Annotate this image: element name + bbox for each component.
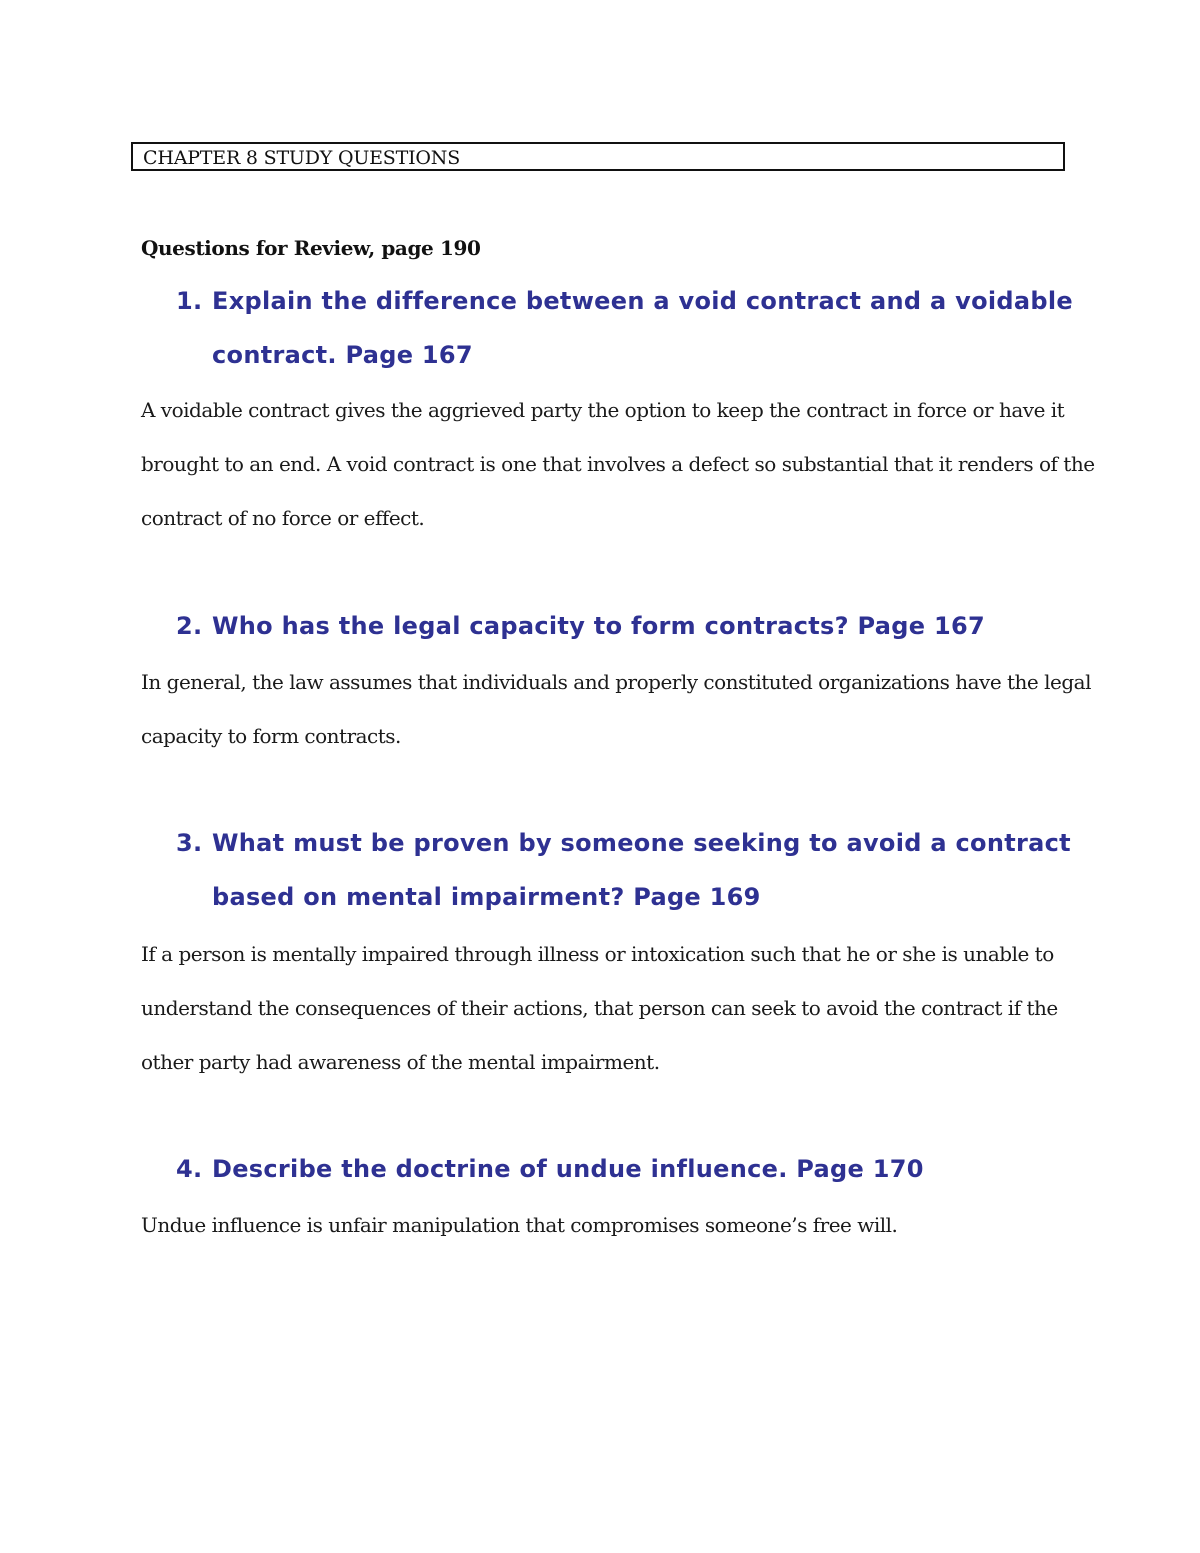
- question-2: [176, 599, 1076, 653]
- question-number: 4.: [176, 1155, 203, 1183]
- question-number: 3.: [176, 829, 203, 857]
- answer-line: other party had awareness of the mental impairment.: [141, 1050, 660, 1074]
- question-number: 2.: [176, 612, 203, 640]
- question-text: What must be proven by someone seeking to avoid a contract: [212, 829, 1071, 857]
- answer-line: understand the consequences of their actions, that person can seek to avoid the contract if the: [141, 996, 1058, 1020]
- answer-4: [141, 1198, 1071, 1252]
- answer-3: [141, 927, 1071, 1089]
- answer-line: In general, the law assumes that individuals and properly constituted organizations have the legal: [141, 670, 1091, 694]
- answer-line: Undue influence is unfair manipulation that compromises someone’s free will.: [141, 1213, 898, 1237]
- question-number: 1.: [176, 287, 203, 315]
- chapter-title: CHAPTER 8 STUDY QUESTIONS: [131, 142, 1065, 171]
- question-text: Explain the difference between a void contract and a voidable: [212, 287, 1073, 315]
- question-text-continued: contract. Page 167: [212, 341, 473, 369]
- answer-line: A voidable contract gives the aggrieved party the option to keep the contract in force or have it: [141, 398, 1065, 422]
- question-3: [176, 816, 1076, 924]
- question-4: [176, 1142, 1076, 1196]
- question-text-continued: based on mental impairment? Page 169: [212, 883, 761, 911]
- answer-line: capacity to form contracts.: [141, 724, 401, 748]
- question-1: [176, 274, 1076, 382]
- answer-2: [141, 655, 1091, 763]
- question-text: Who has the legal capacity to form contracts? Page 167: [212, 612, 985, 640]
- question-text: Describe the doctrine of undue influence. Page 170: [212, 1155, 924, 1183]
- answer-line: brought to an end. A void contract is one that involves a defect so substantial that it renders of the: [141, 452, 1095, 476]
- answer-line: If a person is mentally impaired through illness or intoxication such that he or she is unable to: [141, 942, 1054, 966]
- review-heading: Questions for Review, page 190: [141, 236, 481, 260]
- answer-line: contract of no force or effect.: [141, 506, 425, 530]
- answer-1: [141, 383, 1095, 545]
